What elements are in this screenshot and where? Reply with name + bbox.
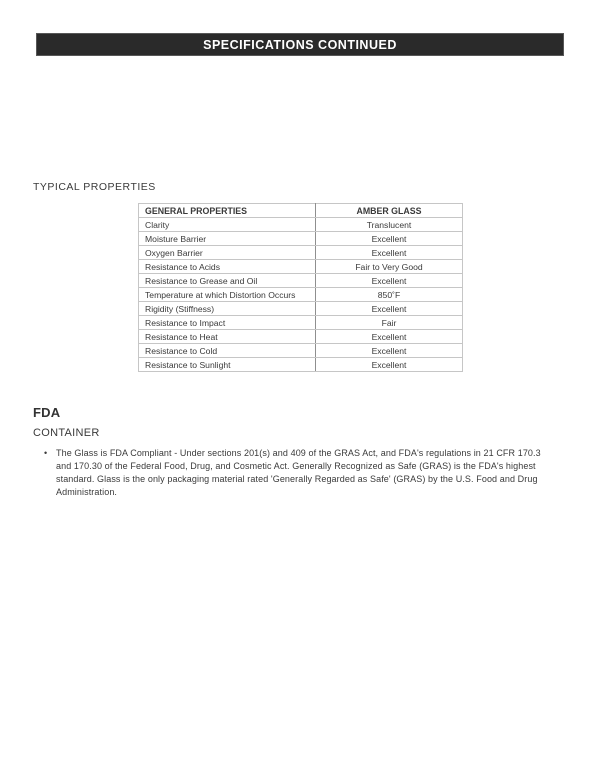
property-name-cell: Oxygen Barrier	[139, 246, 316, 260]
property-value-cell: Excellent	[316, 344, 463, 358]
property-value-cell: Fair	[316, 316, 463, 330]
table-row	[139, 344, 463, 358]
typical-properties-heading: TYPICAL PROPERTIES	[33, 181, 156, 193]
page-title: SPECIFICATIONS CONTINUED	[203, 37, 397, 52]
property-value-cell: Excellent	[316, 302, 463, 316]
property-value-cell: 850˚F	[316, 288, 463, 302]
property-name-cell: Resistance to Impact	[139, 316, 316, 330]
typical-properties-table	[138, 203, 463, 372]
property-value-cell: Excellent	[316, 246, 463, 260]
property-name-cell: Resistance to Acids	[139, 260, 316, 274]
table-row	[139, 274, 463, 288]
property-name-cell: Moisture Barrier	[139, 232, 316, 246]
page-title-bar	[36, 33, 564, 56]
property-value-cell: Translucent	[316, 218, 463, 232]
table-row	[139, 260, 463, 274]
property-name-cell: Resistance to Grease and Oil	[139, 274, 316, 288]
column-header-amber-glass: AMBER GLASS	[316, 204, 463, 218]
table-row	[139, 232, 463, 246]
property-value-cell: Excellent	[316, 232, 463, 246]
table-header	[139, 204, 463, 218]
property-name-cell: Temperature at which Distortion Occurs	[139, 288, 316, 302]
property-value-cell: Excellent	[316, 330, 463, 344]
bullet-marker: •	[44, 448, 48, 458]
property-name-cell: Clarity	[139, 218, 316, 232]
table-row	[139, 358, 463, 372]
property-value-cell: Excellent	[316, 358, 463, 372]
table-row	[139, 302, 463, 316]
table-body	[139, 218, 463, 372]
container-heading: CONTAINER	[33, 427, 100, 439]
property-value-cell: Excellent	[316, 274, 463, 288]
property-name-cell: Rigidity (Stiffness)	[139, 302, 316, 316]
table-row	[139, 316, 463, 330]
table-row	[139, 218, 463, 232]
table-row	[139, 288, 463, 302]
fda-bullet-text: The Glass is FDA Compliant - Under sections 201(s) and 409 of the GRAS Act, and FDA's regulations in 21 CFR 170.3 and 170.30 of the Federal Food, Drug, and Cosmetic Act. Generally Recognized as Safe (GRAS) is the FDA's highest standard. Glass is the only packaging material rated 'Generally Regarded as Safe' (GRAS) by the U.S. Food and Drug Administration.	[56, 448, 541, 497]
fda-bullet-item	[44, 447, 550, 499]
property-value-cell: Fair to Very Good	[316, 260, 463, 274]
property-name-cell: Resistance to Heat	[139, 330, 316, 344]
table-row	[139, 330, 463, 344]
column-header-general-properties: GENERAL PROPERTIES	[139, 204, 316, 218]
property-name-cell: Resistance to Sunlight	[139, 358, 316, 372]
table-header-row	[139, 204, 463, 218]
property-name-cell: Resistance to Cold	[139, 344, 316, 358]
fda-heading: FDA	[33, 405, 61, 420]
table-row	[139, 246, 463, 260]
